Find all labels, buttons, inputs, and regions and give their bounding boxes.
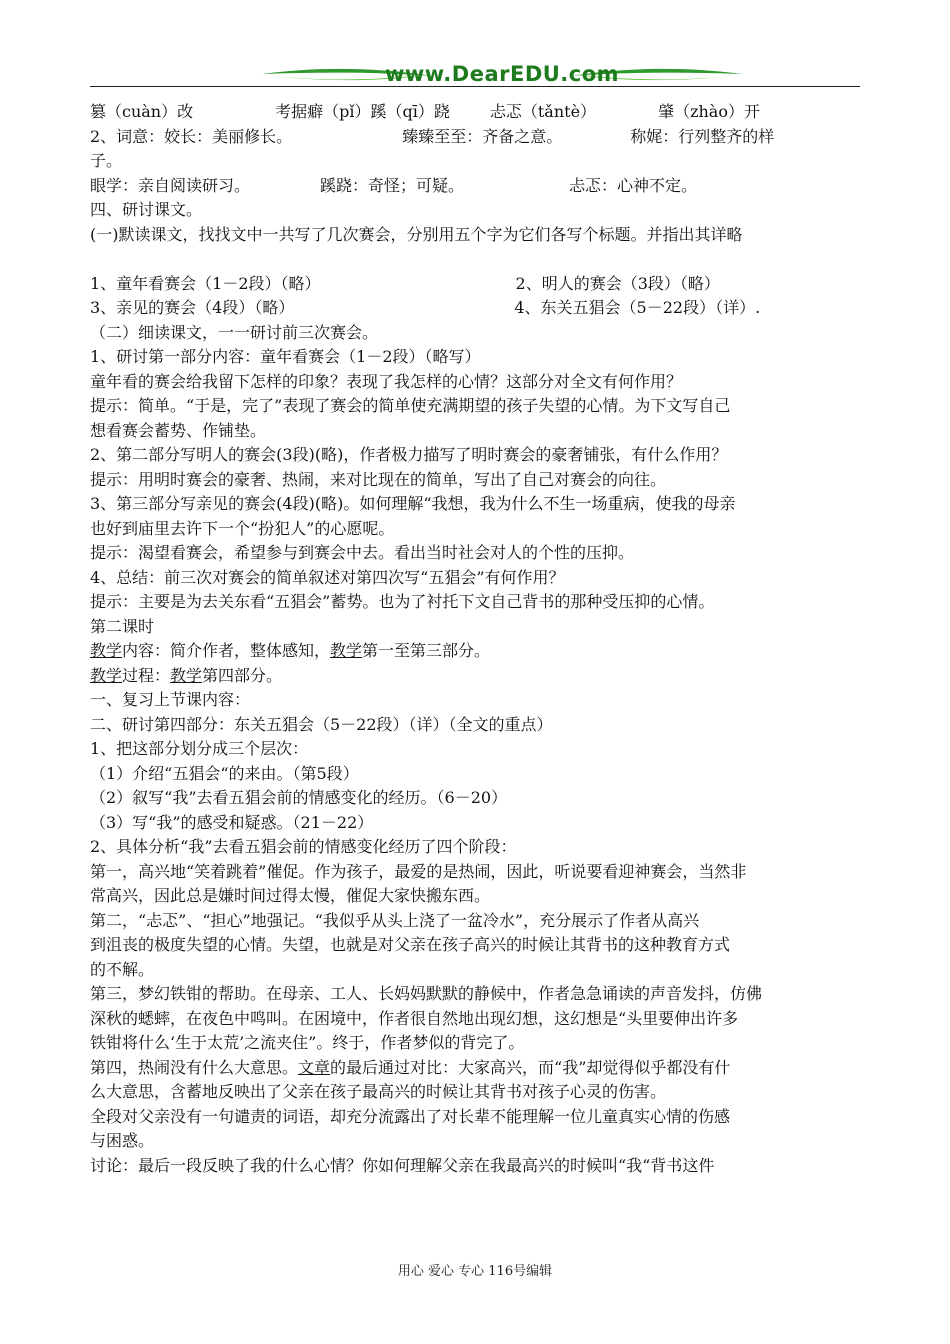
text-line [90,394,865,419]
text-segment: 四、研讨课文。 [90,200,203,219]
logo-text: www.DearEDU.com [384,62,620,86]
text-segment: 眼学：亲自阅读研习。 [90,175,251,195]
text-segment: 4、东关五猖会（5－22段）（详）. [514,298,761,317]
text-segment: 篡（cuàn）改 [90,102,194,121]
text-line [90,125,865,150]
text-segment: 第一至第三部分。 [362,641,491,660]
text-line [90,296,865,321]
document-body [90,100,865,1178]
text-segment: 第二课时 [90,616,155,636]
text-line [90,223,865,248]
text-segment: 肇（zhào）开 [658,102,760,121]
text-line [90,419,865,444]
text-segment: 第二，“忐忑”、“担心”地强记。“我似乎从头上浇了一盆冷水”，充分展示了作者从高兴 [90,910,700,930]
blank-line [90,247,865,272]
text-line [90,958,865,983]
text-segment: 3、亲见的赛会（4段）（略） [90,298,295,317]
text-line [90,492,865,517]
text-line [90,1105,865,1130]
text-segment: 蹊跷：奇怪；可疑。 [320,175,465,195]
text-segment: 提示：渴望看赛会，希望参与到赛会中去。看出当时社会对人的个性的压抑。 [90,543,635,562]
text-line [90,566,865,591]
text-line [90,688,865,713]
text-line [90,590,865,615]
text-segment: 子。 [90,151,123,170]
text-segment: （3）写“我”的感受和疑惑。（21－22） [90,812,374,832]
text-segment: 一、复习上节课内容： [90,690,251,709]
text-segment: 提示：简单。“于是，完了”表现了赛会的简单使充满期望的孩子失望的心情。为下文写自己 [90,396,731,415]
underlined-term: 教学 [90,641,123,660]
text-segment: 提示：用明时赛会的豪奢、热闹，来对比现在的简单，写出了自己对赛会的向往。 [90,469,667,489]
text-segment: 1、童年看赛会（1－2段）（略） [90,273,321,293]
text-line [90,1080,865,1105]
text-line [90,664,865,689]
text-segment: 童年看的赛会给我留下怎样的印象？表现了我怎样的心情？这部分对全文有何作用？ [90,371,683,391]
text-line [90,762,865,787]
text-line [90,982,865,1007]
text-segment: 2、第二部分写明人的赛会(3段)(略)，作者极力描写了明时赛会的豪奢铺张，有什么作用？ [90,445,728,464]
text-segment: 的不解。 [90,959,155,979]
text-segment: 称娓：行列整齐的样 [630,126,775,146]
text-line [90,737,865,762]
text-segment: 忐忑（tǎntè） [489,102,597,121]
underlined-term: 教学 [90,665,123,685]
text-segment: 二、研讨第四部分：东关五猖会（5－22段）（详）（全文的重点） [90,714,553,734]
text-segment: 的最后通过对比：大家高兴，而“我”却觉得似乎都没有什 [330,1057,731,1077]
text-line [90,860,865,885]
header-divider [90,86,860,87]
page-header [90,60,860,90]
site-logo [262,60,742,88]
underlined-term: 教学 [330,641,363,660]
text-line [90,345,865,370]
text-segment: 1、把这部分划分成三个层次： [90,739,309,758]
text-segment: 到沮丧的极度失望的心情。失望，也就是对父亲在孩子高兴的时候让其背书的这种教育方式 [90,935,731,954]
text-line [90,1056,865,1081]
text-line [90,370,865,395]
text-segment: 内容：简介作者，整体感知， [122,641,331,660]
text-line [90,541,865,566]
text-segment: 与困惑。 [90,1131,155,1150]
underlined-term: 文章 [298,1057,331,1077]
text-line [90,149,865,174]
text-segment: 第一，高兴地“笑着跳着”催促。作为孩子，最爱的是热闹，因此，听说要看迎神赛会，当然非 [90,861,747,881]
text-segment: 铁钳将什么‘生于太荒’之流夹住”。终于，作者梦似的背完了。 [90,1033,525,1052]
text-segment: 讨论：最后一段反映了我的什么心情？你如何理解父亲在我最高兴的时候叫“我“背书这件 [90,1155,715,1175]
text-segment: 常高兴，因此总是嫌时间过得太慢，催促大家快搬东西。 [90,886,491,905]
text-line [90,468,865,493]
text-line [90,713,865,738]
text-line [90,443,865,468]
text-segment: 第四，热闹没有什么大意思。 [90,1057,299,1077]
underlined-term: 教学 [170,665,203,685]
text-segment: 提示：主要是为去关东看“五猖会”蓄势。也为了衬托下文自己背书的那种受压抑的心情。 [90,592,715,611]
text-line [90,174,865,199]
text-line [90,517,865,542]
text-line [90,1007,865,1032]
text-segment: (一)默读课文，找找文中一共写了几次赛会，分别用五个字为它们各写个标题。并指出其详略 [90,224,743,244]
text-segment: 2、具体分析“我”去看五猖会前的情感变化经历了四个阶段： [90,837,517,856]
text-line [90,321,865,346]
text-segment: 么大意思，含蓄地反映出了父亲在孩子最高兴的时候让其背书对孩子心灵的伤害。 [90,1082,667,1101]
text-line [90,198,865,223]
text-segment: 2、词意：姣长：美丽修长。 [90,126,293,146]
text-segment: 3、第三部分写亲见的赛会(4段)(略)。如何理解“我想，我为什么不生一场重病，使我的母亲 [90,494,736,513]
text-segment: （1）介绍“五猖会“的来由。（第5段） [90,763,359,783]
text-line [90,909,865,934]
text-segment: 忐忑：心神不定。 [569,175,698,195]
text-segment: 考据癖（pǐ） [275,102,371,121]
text-segment: （二）细读课文，一一研讨前三次赛会。 [90,322,379,342]
text-segment: 蹊（qī）跷 [370,102,450,121]
text-segment: 臻臻至至：齐备之意。 [402,126,563,146]
text-segment: 第三，梦幻铁钳的帮助。在母亲、工人、长妈妈默默的静候中，作者急急诵读的声音发抖，仿佛 [90,984,763,1003]
text-line [90,1154,865,1179]
text-line [90,786,865,811]
text-segment: （2）叙写“我”去看五猖会前的情感变化的经历。（6－20） [90,788,508,807]
page-footer: 用心 爱心 专心 116号编辑 [397,1264,553,1279]
text-line [90,1129,865,1154]
text-segment: 全段对父亲没有一句谴责的词语，却充分流露出了对长辈不能理解一位儿童真实心情的伤感 [90,1106,731,1126]
text-line [90,811,865,836]
text-line [90,272,865,297]
text-line [90,615,865,640]
text-line [90,639,865,664]
text-segment: 也好到庙里去许下一个“扮犯人”的心愿呢。 [90,518,395,538]
text-segment: 4、总结：前三次对赛会的简单叙述对第四次写“五猖会”有何作用？ [90,567,565,587]
text-line [90,884,865,909]
text-segment: 第四部分。 [202,665,283,685]
text-segment: 1、研讨第一部分内容：童年看赛会（1－2段）（略写） [90,347,481,366]
text-line [90,835,865,860]
text-segment: 想看赛会蓄势、作铺垫。 [90,420,267,440]
text-segment: 过程： [122,665,171,685]
text-segment: 2、明人的赛会（3段）（略） [515,273,720,293]
text-line [90,1031,865,1056]
text-segment: 深秋的蟋蟀，在夜色中鸣叫。在困境中，作者很自然地出现幻想，这幻想是“头里要伸出许多 [90,1008,739,1028]
text-line [90,933,865,958]
text-line [90,100,865,125]
